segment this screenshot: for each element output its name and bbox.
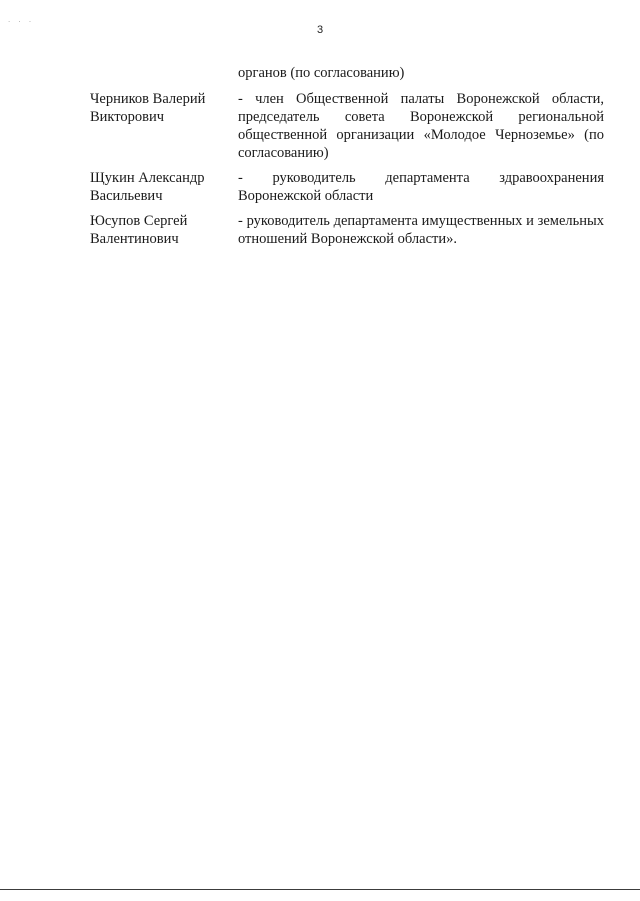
member-patronymic: Васильевич — [90, 188, 163, 204]
member-row — [90, 212, 604, 248]
member-name — [90, 212, 238, 248]
member-role: - член Общественной палаты Воронежской области, председатель совета Воронежской региональной общественной организации «Молодое Черноземье» (по согласованию) — [238, 91, 604, 161]
member-list — [90, 90, 604, 255]
continuation-text: органов (по согласованию) — [238, 65, 405, 81]
member-patronymic: Викторович — [90, 109, 165, 125]
member-role: - руководитель департамента имущественных и земельных отношений Воронежской области». — [238, 213, 604, 247]
member-surname-first-name: Щукин Александр — [90, 170, 205, 186]
scan-corner-marks: · · · — [8, 18, 35, 26]
page-number: 3 — [316, 24, 324, 36]
member-name — [90, 169, 238, 205]
member-patronymic: Валентинович — [90, 231, 179, 247]
member-name — [90, 90, 238, 162]
member-row — [90, 90, 604, 162]
member-row — [90, 169, 604, 205]
member-surname-first-name: Черников Валерий — [90, 91, 206, 107]
bottom-scan-line — [0, 889, 640, 890]
member-role: - руководитель департамента здравоохранения Воронежской области — [238, 170, 604, 204]
member-surname-first-name: Юсупов Сергей — [90, 213, 188, 229]
